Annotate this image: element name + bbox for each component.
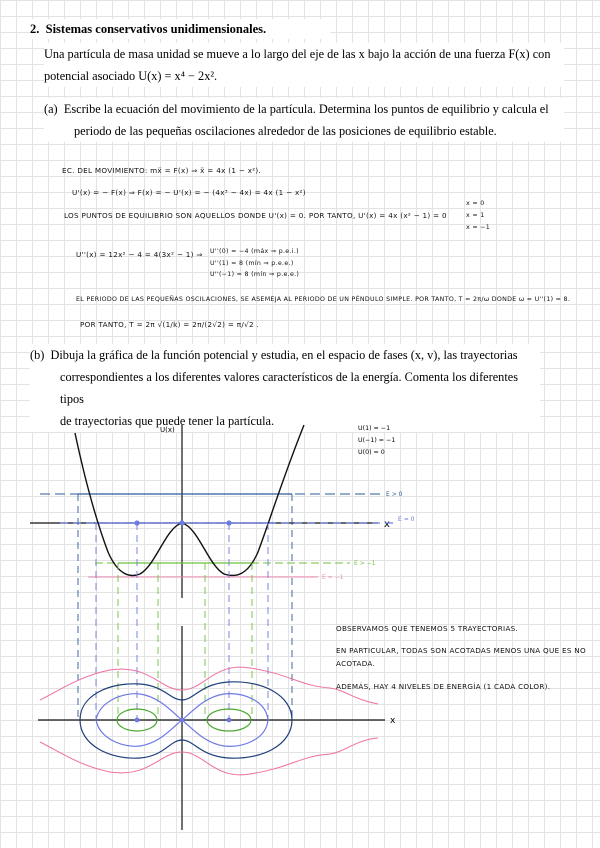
hw-case-1: U''(1) = 8 (mín ⇒ p.e.e.) xyxy=(210,260,294,267)
hw-eq-motion: EC. DEL MOVIMIENTO: mẍ = F(x) ⇒ ẍ = 4x (1 − x²). xyxy=(62,166,262,175)
value-label-u1: U(1) = −1 xyxy=(358,425,391,432)
phase-unbounded-top xyxy=(40,667,330,700)
energy-label-m1: E = −1 xyxy=(322,574,344,581)
energy-label-positive: E > 0 xyxy=(386,491,403,498)
section-number: 2. xyxy=(30,22,40,36)
part-b-line-3: de trayectorias que puede tener la partícula. xyxy=(60,414,275,428)
potential-curve xyxy=(75,425,304,575)
phase-unbounded-bottom-tail xyxy=(330,738,378,754)
energy-label-zero: E = 0 xyxy=(398,516,415,523)
phase-point-minus1 xyxy=(135,718,140,723)
note-line-3: ACOTADA. xyxy=(336,659,376,668)
note-line-4: ADEMÁS, HAY 4 NIVELES DE ENERGÍA (1 CADA COLOR). xyxy=(336,682,551,691)
phase-x-label: x xyxy=(390,716,396,726)
projection-lines xyxy=(78,494,292,720)
hw-root-1: x = 1 xyxy=(466,212,485,219)
value-label-um1: U(−1) = −1 xyxy=(358,437,396,444)
part-a-text-1: Escribe la ecuación del movimiento de la partícula. Determina los puntos de equilibrio y calcula el xyxy=(63,102,549,116)
hw-equilibrium: LOS PUNTOS DE EQUILIBRIO SON AQUELLOS DONDE U'(x) = 0. POR TANTO, U'(x) = 4x (x² − 1) = 0 xyxy=(64,211,447,220)
energy-label-gt-m1: E > −1 xyxy=(354,560,376,567)
part-b-label: (b) xyxy=(30,348,45,362)
phase-unbounded-bottom xyxy=(40,742,330,775)
hw-root-0: x = 0 xyxy=(466,200,485,207)
part-b-line-2: correspondientes a los diferentes valores característicos de la energía. Comenta los diferentes tipos xyxy=(60,370,518,406)
hw-period-result: POR TANTO, T = 2π √(1/k) = 2π/(2√2) = π/√2 . xyxy=(80,320,260,329)
hw-force: U'(x) = − F(x) ⇒ F(x) = − U'(x) = − (4x³ − 4x) = 4x (1 − x²) xyxy=(72,188,306,197)
value-label-u0: U(0) = 0 xyxy=(358,449,385,456)
part-b-text-1: Dibuja la gráfica de la función potencial y estudia, en el espacio de fases (x, v), las trayectorias xyxy=(50,348,518,362)
section-heading: Sistemas conservativos unidimensionales. xyxy=(45,22,267,36)
problem-line-2: potencial asociado U(x) = x⁴ − 2x². xyxy=(44,69,218,83)
part-a-label: (a) xyxy=(44,102,58,116)
hw-second-deriv: U''(x) = 12x² − 4 = 4(3x² − 1) ⇒ xyxy=(76,250,203,259)
note-line-1: OBSERVAMOS QUE TENEMOS 5 TRAYECTORIAS. xyxy=(336,624,519,633)
hw-case-0: U''(0) = −4 (máx ⇒ p.e.i.) xyxy=(210,248,299,255)
hw-root-2: x = −1 xyxy=(466,224,491,231)
problem-line-1: Una partícula de masa unidad se mueve a lo largo del eje de las x bajo la acción de una fuerza F(x) con xyxy=(44,47,551,61)
hw-case-2: U''(−1) = 8 (mín ⇒ p.e.e.) xyxy=(210,271,300,278)
equilibrium-point-0 xyxy=(179,520,184,525)
potential-x-label: x xyxy=(384,519,390,530)
note-line-2: EN PARTICULAR, TODAS SON ACOTADAS MENOS UNA QUE ES NO xyxy=(336,646,586,655)
phase-point-0 xyxy=(180,718,185,723)
part-a-line-2: periodo de las pequeñas oscilaciones alrededor de las posiciones de equilibrio estable. xyxy=(74,124,497,138)
phase-point-1 xyxy=(227,718,232,723)
hw-period-text: EL PERIODO DE LAS PEQUEÑAS OSCILACIONES, SE ASEMEJA AL PERIODO DE UN PÉNDULO SIMPLE. POR TANTO, T = 2π/ω DONDE ω = U''(1) = 8. xyxy=(76,296,571,303)
potential-y-label: U(x) xyxy=(160,426,175,434)
